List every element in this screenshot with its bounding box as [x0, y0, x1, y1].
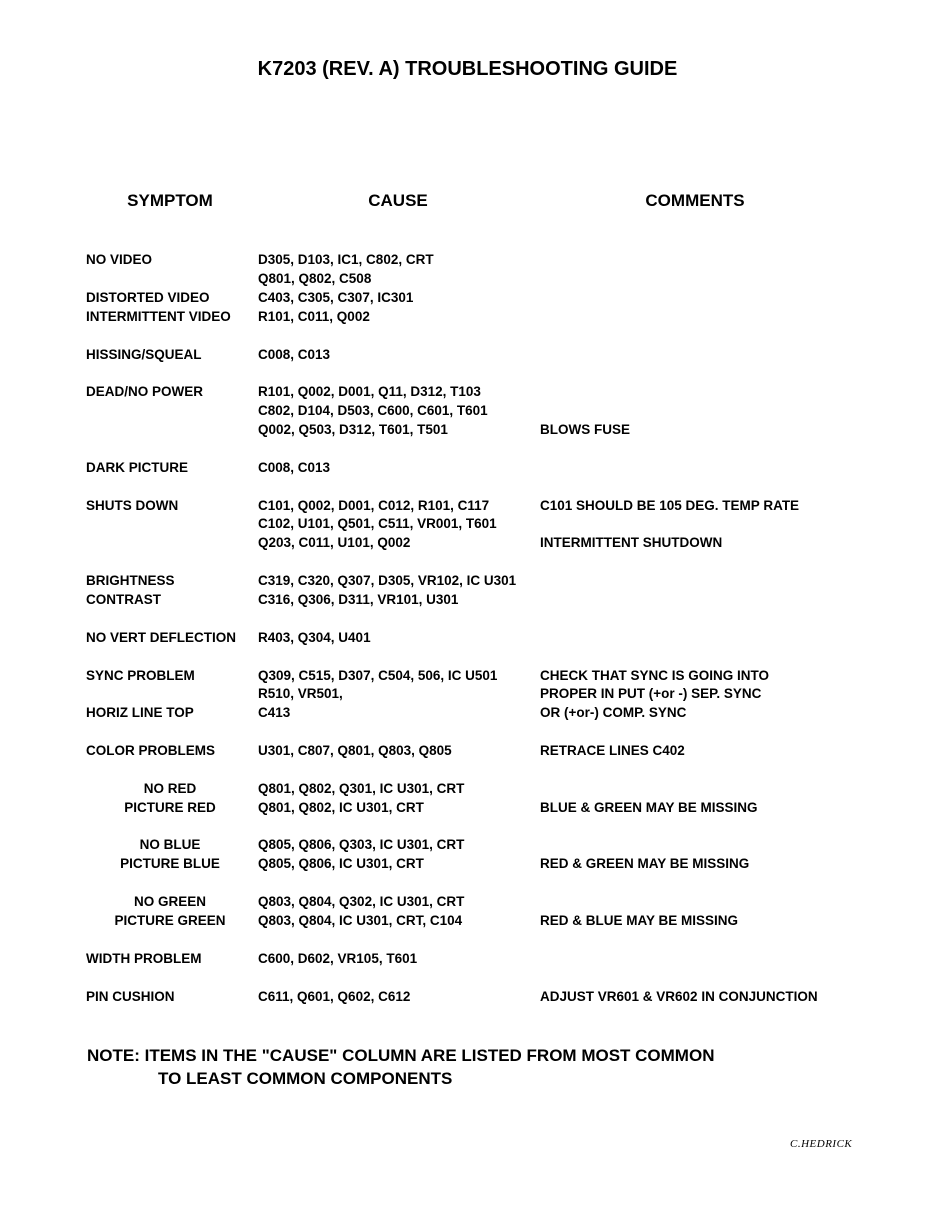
comment-cell: RED & BLUE MAY BE MISSING: [540, 913, 739, 928]
note-line-1: NOTE: ITEMS IN THE "CAUSE" COLUMN ARE LISTED FROM MOST COMMON: [87, 1046, 715, 1065]
cause-cell: R403, Q304, U401: [258, 630, 371, 645]
cause-cell: C319, C320, Q307, D305, VR102, IC U301: [258, 573, 517, 588]
symptom-cell: DARK PICTURE: [86, 460, 189, 475]
symptom-cell: NO BLUE: [139, 837, 201, 852]
symptom-cell: PICTURE RED: [124, 800, 216, 815]
comment-cell: CHECK THAT SYNC IS GOING INTO: [540, 668, 770, 683]
cause-cell: C008, C013: [258, 347, 331, 362]
cause-cell: Q805, Q806, Q303, IC U301, CRT: [258, 837, 465, 852]
cause-cell: Q801, Q802, Q301, IC U301, CRT: [258, 781, 465, 796]
symptom-cell: PIN CUSHION: [86, 989, 175, 1004]
page-title: K7203 (REV. A) TROUBLESHOOTING GUIDE: [257, 58, 678, 80]
comment-cell: BLOWS FUSE: [540, 422, 630, 437]
cause-cell: C611, Q601, Q602, C612: [258, 989, 411, 1004]
symptom-cell: HISSING/SQUEAL: [86, 347, 202, 362]
cause-cell: C600, D602, VR105, T601: [258, 951, 418, 966]
cause-cell: C802, D104, D503, C600, C601, T601: [258, 403, 488, 418]
cause-column-header: CAUSE: [368, 191, 428, 210]
symptom-cell: PICTURE GREEN: [114, 913, 226, 928]
cause-cell: C316, Q306, D311, VR101, U301: [258, 592, 459, 607]
symptom-cell: NO GREEN: [133, 894, 206, 909]
symptom-cell: SHUTS DOWN: [86, 498, 179, 513]
note-line-2: TO LEAST COMMON COMPONENTS: [158, 1069, 453, 1088]
cause-cell: Q309, C515, D307, C504, 506, IC U501: [258, 668, 498, 683]
cause-cell: Q002, Q503, D312, T601, T501: [258, 422, 448, 437]
symptom-cell: PICTURE BLUE: [120, 856, 220, 871]
cause-cell: R101, C011, Q002: [258, 309, 370, 324]
cause-cell: Q203, C011, U101, Q002: [258, 535, 411, 550]
symptom-cell: SYNC PROBLEM: [86, 668, 195, 683]
cause-cell: C101, Q002, D001, C012, R101, C117: [258, 498, 490, 513]
cause-cell: C008, C013: [258, 460, 331, 475]
cause-cell: C102, U101, Q501, C511, VR001, T601: [258, 516, 497, 531]
cause-cell: Q805, Q806, IC U301, CRT: [258, 856, 424, 871]
symptom-cell: BRIGHTNESS: [86, 573, 175, 588]
comments-column-header: COMMENTS: [645, 191, 745, 210]
signature: C.HEDRICK: [790, 1138, 853, 1150]
comment-cell: INTERMITTENT SHUTDOWN: [540, 535, 723, 550]
symptom-cell: NO VERT DEFLECTION: [86, 630, 237, 645]
cause-cell: Q803, Q804, Q302, IC U301, CRT: [258, 894, 465, 909]
cause-cell: R101, Q002, D001, Q11, D312, T103: [258, 384, 481, 399]
symptom-column-header: SYMPTOM: [127, 191, 213, 210]
comment-cell: ADJUST VR601 & VR602 IN CONJUNCTION: [540, 989, 818, 1004]
comment-cell: RED & GREEN MAY BE MISSING: [540, 856, 750, 871]
symptom-cell: CONTRAST: [86, 592, 161, 607]
symptom-cell: NO RED: [143, 781, 197, 796]
cause-cell: R510, VR501,: [258, 686, 343, 701]
symptom-cell: NO VIDEO: [86, 252, 153, 267]
symptom-cell: DEAD/NO POWER: [86, 384, 204, 399]
cause-cell: Q801, Q802, IC U301, CRT: [258, 800, 424, 815]
symptom-cell: WIDTH PROBLEM: [86, 951, 202, 966]
cause-cell: C403, C305, C307, IC301: [258, 290, 414, 305]
symptom-cell: INTERMITTENT VIDEO: [86, 309, 231, 324]
comment-cell: BLUE & GREEN MAY BE MISSING: [540, 800, 758, 815]
cause-cell: C413: [258, 705, 291, 720]
comment-cell: RETRACE LINES C402: [540, 743, 685, 758]
symptom-cell: DISTORTED VIDEO: [86, 290, 210, 305]
symptom-cell: COLOR PROBLEMS: [86, 743, 216, 758]
comment-cell: OR (+or-) COMP. SYNC: [540, 705, 687, 720]
comment-cell: PROPER IN PUT (+or -) SEP. SYNC: [540, 686, 762, 701]
cause-cell: Q803, Q804, IC U301, CRT, C104: [258, 913, 463, 928]
comment-cell: C101 SHOULD BE 105 DEG. TEMP RATE: [540, 498, 800, 513]
cause-cell: U301, C807, Q801, Q803, Q805: [258, 743, 452, 758]
cause-cell: Q801, Q802, C508: [258, 271, 372, 286]
symptom-cell: HORIZ LINE TOP: [86, 705, 194, 720]
cause-cell: D305, D103, IC1, C802, CRT: [258, 252, 434, 267]
